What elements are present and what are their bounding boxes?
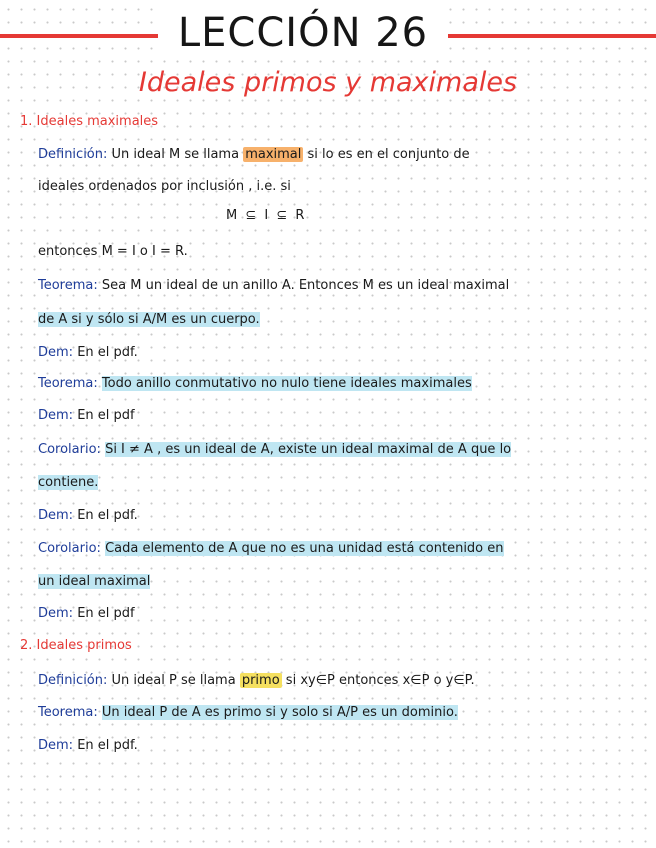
definition-text: Un ideal M se llama: [111, 147, 240, 162]
theorem-1-line-2: [38, 310, 260, 330]
corollary-text: contiene.: [38, 475, 99, 490]
definition-prime: [38, 671, 475, 691]
dem-label: Dem:: [38, 738, 74, 753]
section-number: 1.: [20, 114, 33, 129]
corollary-2-line-1: [38, 539, 504, 559]
definition-text: Un ideal P se llama: [111, 673, 236, 688]
corollary-2-line-2: [38, 572, 150, 592]
section-title: Ideales maximales: [36, 114, 159, 129]
term-maximal: maximal: [245, 147, 302, 162]
definition-maximal-line-4: entonces M = I o I = R.: [38, 244, 188, 259]
theorem-label: Teorema:: [38, 278, 98, 293]
corollary-1-line-1: [38, 440, 511, 460]
page-title: LECCIÓN 26: [158, 8, 448, 58]
theorem-label: Teorema:: [38, 376, 98, 391]
demonstration-3: [38, 506, 138, 526]
theorem-3: [38, 703, 458, 723]
section-number: 2.: [20, 638, 33, 653]
theorem-2: [38, 374, 472, 394]
corollary-1-line-2: [38, 473, 98, 493]
dem-text: En el pdf: [77, 408, 135, 423]
theorem-text: Un ideal P de A es primo si y solo si A/P es un dominio.: [101, 705, 458, 720]
dem-text: En el pdf.: [77, 345, 138, 360]
theorem-text: Todo anillo conmutativo no nulo tiene ideales maximales: [101, 376, 472, 391]
definition-label: Definición:: [38, 673, 108, 688]
dem-label: Dem:: [38, 408, 74, 423]
page-subtitle: Ideales primos y maximales: [138, 67, 518, 98]
demonstration-5: [38, 736, 138, 756]
corollary-label: Corolario:: [38, 541, 101, 556]
theorem-text: de A si y sólo si A/M es un cuerpo.: [38, 312, 260, 327]
inclusion-formula: M ⊆ I ⊆ R: [226, 208, 307, 223]
section-title: Ideales primos: [36, 638, 132, 653]
title-rule-left: [0, 34, 170, 38]
corollary-text: un ideal maximal: [38, 574, 151, 589]
title-area: [0, 8, 656, 58]
definition-text: si xy∈P entonces x∈P o y∈P.: [285, 673, 475, 688]
theorem-1-line-1: [38, 276, 509, 296]
dem-text: En el pdf.: [77, 508, 138, 523]
term-primo: primo: [241, 673, 280, 688]
definition-label: Definición:: [38, 147, 108, 162]
dem-label: Dem:: [38, 606, 74, 621]
dem-label: Dem:: [38, 508, 74, 523]
dem-label: Dem:: [38, 345, 74, 360]
dem-text: En el pdf.: [77, 738, 138, 753]
definition-maximal-line-1: [38, 145, 470, 165]
demonstration-2: [38, 406, 135, 426]
section-heading-2: [20, 636, 132, 656]
title-rule-right: [436, 34, 656, 38]
corollary-text: Si I ≠ A , es un ideal de A, existe un ideal maximal de A que lo: [105, 442, 512, 457]
section-heading-1: [20, 112, 158, 132]
corollary-text: Cada elemento de A que no es una unidad está contenido en: [105, 541, 504, 556]
demonstration-4: [38, 604, 135, 624]
theorem-label: Teorema:: [38, 705, 98, 720]
theorem-text: Sea M un ideal de un anillo A. Entonces M es un ideal maximal: [101, 278, 510, 293]
demonstration-1: [38, 343, 138, 363]
definition-maximal-line-2: ideales ordenados por inclusión , i.e. si: [38, 179, 291, 194]
corollary-label: Corolario:: [38, 442, 101, 457]
dem-text: En el pdf: [77, 606, 135, 621]
definition-text: si lo es en el conjunto de: [307, 147, 470, 162]
